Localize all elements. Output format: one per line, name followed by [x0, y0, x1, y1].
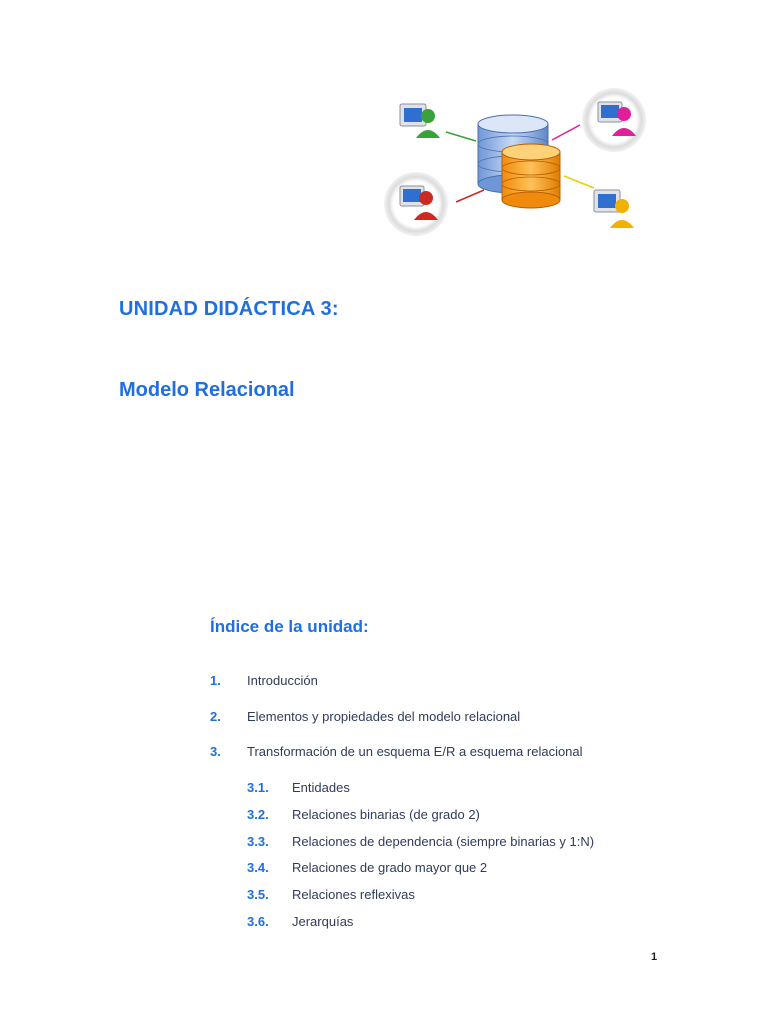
index-sub-item-text: Entidades: [292, 780, 350, 795]
index-sub-item-number: 3.2.: [247, 807, 269, 822]
index-sub-item-number: 3.5.: [247, 887, 269, 902]
index-item-text: Elementos y propiedades del modelo relacional: [247, 709, 521, 724]
index-item-number: 3.: [210, 744, 221, 759]
unit-subtitle: Modelo Relacional: [119, 379, 295, 401]
index-item-number: 2.: [210, 709, 221, 724]
orange-database-icon: [502, 144, 560, 208]
unit-title: UNIDAD DIDÁCTICA 3:: [119, 298, 339, 320]
green-user-computer-icon: [400, 104, 440, 138]
index-sub-item: [247, 780, 667, 798]
red-user-computer-icon: [384, 172, 448, 236]
index-sub-item-number: 3.4.: [247, 860, 269, 875]
index-item-number: 1.: [210, 673, 221, 688]
index-sub-item: [247, 914, 667, 932]
index-sub-item: [247, 887, 667, 905]
index-item: [210, 744, 670, 762]
index-sub-item-number: 3.3.: [247, 834, 269, 849]
red-connection-line: [456, 190, 484, 202]
index-item-text: Introducción: [247, 673, 318, 688]
index-sub-item-text: Relaciones reflexivas: [292, 887, 415, 902]
index-heading: Índice de la unidad:: [210, 617, 369, 636]
green-connection-line: [446, 132, 476, 141]
index-item: [210, 673, 670, 691]
yellow-user-computer-icon: [594, 190, 634, 228]
index-sub-item-text: Relaciones binarias (de grado 2): [292, 807, 480, 822]
database-network-illustration: [380, 80, 660, 240]
magenta-user-computer-icon: [582, 88, 646, 152]
index-sub-item-text: Jerarquías: [292, 914, 354, 929]
index-item: [210, 709, 670, 727]
index-sub-item-text: Relaciones de grado mayor que 2: [292, 860, 488, 875]
index-sub-item: [247, 807, 667, 825]
yellow-connection-line: [564, 176, 594, 188]
index-sub-item: [247, 834, 667, 852]
index-item-text: Transformación de un esquema E/R a esquema relacional: [247, 744, 583, 759]
index-sub-item-number: 3.6.: [247, 914, 269, 929]
magenta-connection-line: [552, 125, 580, 140]
index-sub-item-number: 3.1.: [247, 780, 269, 795]
page-number: 1: [651, 951, 658, 963]
index-sub-item-text: Relaciones de dependencia (siempre binarias y 1:N): [292, 834, 595, 849]
index-sub-item: [247, 860, 667, 878]
